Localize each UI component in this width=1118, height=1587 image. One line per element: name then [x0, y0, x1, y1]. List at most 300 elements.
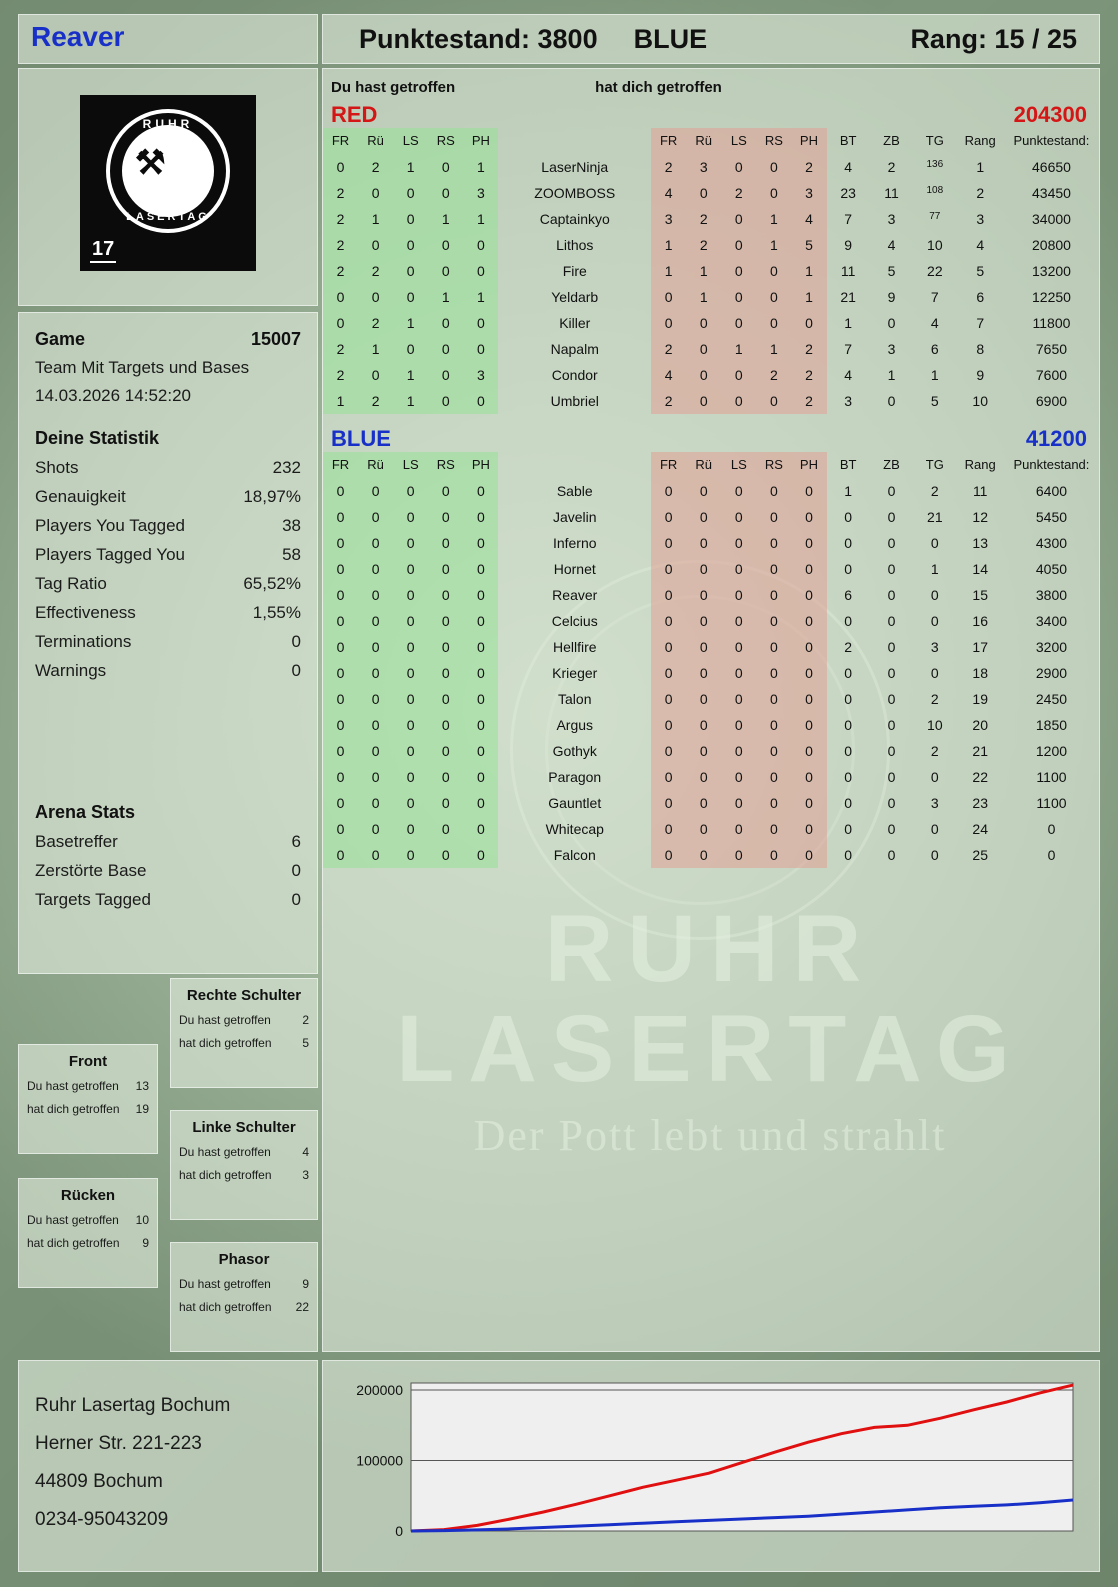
- cell-hit: 0: [393, 582, 428, 608]
- zone-hit-value: 2: [302, 1013, 309, 1027]
- cell-rank: 7: [976, 315, 985, 331]
- table-row[interactable]: [323, 608, 1099, 634]
- cell-hit: 0: [428, 388, 463, 414]
- stat-row: [35, 603, 301, 623]
- col-header-hit: Rü: [358, 128, 393, 154]
- cell-got: 0: [756, 582, 791, 608]
- cell-got: 0: [686, 816, 721, 842]
- zone-got-row: [179, 1036, 309, 1050]
- stat-value: 58: [282, 545, 301, 564]
- zone-hit-label: Du hast getroffen: [179, 1145, 271, 1159]
- cell-tg: 0: [930, 535, 939, 551]
- cell-rank: 20: [972, 717, 988, 733]
- cell-got: 0: [721, 258, 756, 284]
- cell-got: 0: [756, 154, 791, 180]
- cell-hit: 0: [393, 336, 428, 362]
- col-header-tg: TG: [925, 456, 944, 472]
- cell-got: 0: [686, 660, 721, 686]
- team-spacer: [323, 414, 1099, 424]
- cell-got: 3: [791, 180, 826, 206]
- cell-bt: 21: [840, 289, 856, 305]
- arena-value: 6: [291, 832, 301, 851]
- cell-hit: 1: [428, 284, 463, 310]
- cell-player-name: Umbriel: [550, 393, 599, 409]
- cell-got: 2: [791, 336, 826, 362]
- cell-hit: 0: [393, 556, 428, 582]
- cell-got: 0: [686, 388, 721, 414]
- col-header-got: PH: [791, 452, 826, 478]
- zone-hit-row: [27, 1079, 149, 1093]
- cell-bt: 0: [844, 691, 853, 707]
- cell-score: 0: [1047, 821, 1056, 837]
- arena-row: [35, 861, 301, 881]
- cell-hit: 0: [323, 478, 358, 504]
- zone-title: Rücken: [60, 1187, 116, 1204]
- zone-hit-label: Du hast getroffen: [179, 1277, 271, 1291]
- zone-got-label: hat dich getroffen: [27, 1236, 120, 1250]
- table-row[interactable]: [323, 258, 1099, 284]
- cell-hit: 0: [393, 764, 428, 790]
- cell-hit: 0: [428, 660, 463, 686]
- cell-hit: 0: [463, 608, 498, 634]
- cell-zb: 0: [887, 315, 896, 331]
- cell-hit: 1: [463, 154, 498, 180]
- cell-hit: 0: [323, 284, 358, 310]
- zone-front: [18, 1044, 158, 1154]
- col-header-rang: Rang: [964, 456, 996, 472]
- cell-got: 1: [686, 284, 721, 310]
- cell-hit: 0: [323, 556, 358, 582]
- zone-got-label: hat dich getroffen: [179, 1168, 272, 1182]
- cell-hit: 0: [463, 634, 498, 660]
- cell-player-name: Reaver: [552, 587, 598, 603]
- cell-got: 0: [651, 310, 686, 336]
- team-header: [323, 424, 1099, 452]
- col-header-name: [498, 128, 651, 154]
- cell-score: 13200: [1032, 263, 1071, 279]
- cell-hit: 0: [463, 258, 498, 284]
- cell-hit: 0: [323, 816, 358, 842]
- cell-player-name: Yeldarb: [551, 289, 599, 305]
- cell-hit: 1: [428, 206, 463, 232]
- cell-bt: 0: [844, 509, 853, 525]
- cell-score: 5450: [1035, 509, 1068, 525]
- stat-row: [35, 458, 301, 478]
- cell-hit: 0: [393, 530, 428, 556]
- cell-score: 1200: [1035, 743, 1068, 759]
- cell-got: 0: [686, 530, 721, 556]
- cell-player-name: Falcon: [553, 847, 596, 863]
- zone-hit-value: 4: [302, 1145, 309, 1159]
- cell-hit: 0: [323, 634, 358, 660]
- table-row[interactable]: [323, 764, 1099, 790]
- cell-hit: 0: [393, 232, 428, 258]
- cell-hit: 0: [358, 180, 393, 206]
- cell-got: 0: [756, 686, 791, 712]
- cell-got: 1: [651, 232, 686, 258]
- cell-hit: 0: [463, 790, 498, 816]
- cell-zb: 4: [887, 237, 896, 253]
- cell-got: 2: [651, 154, 686, 180]
- club-logo: [80, 95, 256, 271]
- cell-bt: 0: [844, 717, 853, 733]
- zone-got-value: 19: [135, 1102, 149, 1116]
- zone-got-value: 22: [295, 1300, 309, 1314]
- cell-player-name: Talon: [558, 691, 592, 707]
- arena-value: 0: [291, 861, 301, 880]
- cell-player-name: Celcius: [551, 613, 598, 629]
- cell-score: 3800: [1035, 587, 1068, 603]
- cell-hit: 0: [463, 712, 498, 738]
- spacer: [35, 690, 301, 800]
- cell-tg: 1: [930, 561, 939, 577]
- stat-row: [35, 516, 301, 536]
- cell-got: 0: [756, 284, 791, 310]
- team-score: 41200: [1025, 426, 1087, 451]
- cell-got: 0: [756, 608, 791, 634]
- cell-got: 0: [756, 478, 791, 504]
- game-mode: Team Mit Targets und Bases: [35, 358, 250, 377]
- arena-label: Basetreffer: [35, 832, 118, 851]
- cell-zb: 9: [887, 289, 896, 305]
- cell-hit: 0: [358, 634, 393, 660]
- cell-hit: 0: [358, 764, 393, 790]
- cell-hit: 2: [358, 154, 393, 180]
- cell-got: 0: [651, 816, 686, 842]
- stat-value: 0: [291, 632, 301, 651]
- cell-got: 3: [686, 154, 721, 180]
- cell-got: 1: [651, 258, 686, 284]
- stat-value: 232: [272, 458, 301, 477]
- cell-zb: 0: [887, 743, 896, 759]
- cell-got: 0: [651, 764, 686, 790]
- cell-got: 0: [791, 738, 826, 764]
- cell-got: 0: [791, 582, 826, 608]
- cell-got: 0: [721, 310, 756, 336]
- cell-hit: 0: [358, 790, 393, 816]
- arena-label: Zerstörte Base: [35, 861, 147, 880]
- cell-hit: 0: [463, 582, 498, 608]
- zone-hit-label: Du hast getroffen: [27, 1213, 119, 1227]
- cell-tg: 10: [927, 237, 943, 253]
- cell-got: 0: [651, 504, 686, 530]
- cell-hit: 0: [428, 790, 463, 816]
- cell-hit: 0: [323, 842, 358, 868]
- logo-top-text: RUHR: [142, 117, 194, 131]
- cell-bt: 0: [844, 535, 853, 551]
- crossed-hammers-icon: ⚒: [135, 144, 166, 182]
- cell-got: 0: [721, 206, 756, 232]
- cell-got: 0: [791, 816, 826, 842]
- cell-hit: 0: [428, 764, 463, 790]
- cell-hit: 1: [323, 388, 358, 414]
- cell-hit: 1: [463, 284, 498, 310]
- cell-bt: 3: [844, 393, 853, 409]
- cell-got: 0: [756, 556, 791, 582]
- cell-got: 1: [756, 206, 791, 232]
- cell-hit: 0: [393, 738, 428, 764]
- cell-got: 0: [791, 790, 826, 816]
- col-header-tg: TG: [925, 132, 944, 148]
- cell-got: 0: [756, 764, 791, 790]
- cell-zb: 0: [887, 821, 896, 837]
- cell-got: 0: [721, 660, 756, 686]
- cell-score: 3200: [1035, 639, 1068, 655]
- cell-got: 0: [756, 388, 791, 414]
- table-row[interactable]: [323, 180, 1099, 206]
- cell-player-name: Napalm: [550, 341, 599, 357]
- cell-hit: 0: [428, 738, 463, 764]
- cell-hit: 1: [358, 206, 393, 232]
- cell-got: 0: [651, 634, 686, 660]
- cell-tg: 1: [930, 367, 939, 383]
- cell-hit: 0: [393, 842, 428, 868]
- cell-hit: 2: [323, 336, 358, 362]
- cell-score: 1850: [1035, 717, 1068, 733]
- col-header-got: RS: [756, 128, 791, 154]
- cell-player-name: Gothyk: [552, 743, 597, 759]
- table-row[interactable]: [323, 842, 1099, 868]
- cell-hit: 0: [323, 790, 358, 816]
- col-header-hit: LS: [393, 452, 428, 478]
- cell-hit: 0: [428, 180, 463, 206]
- cell-hit: 0: [393, 206, 428, 232]
- table-row[interactable]: [323, 478, 1099, 504]
- cell-zb: 0: [887, 509, 896, 525]
- cell-hit: 0: [323, 660, 358, 686]
- cell-hit: 2: [323, 362, 358, 388]
- cell-tg: 7: [930, 289, 939, 305]
- cell-score: 4300: [1035, 535, 1068, 551]
- cell-got: 0: [721, 388, 756, 414]
- team-stats-table: [323, 128, 1099, 414]
- cell-got: 0: [721, 284, 756, 310]
- cell-tg: 136: [926, 158, 944, 170]
- col-header-hit: Rü: [358, 452, 393, 478]
- col-header-hit: FR: [323, 452, 358, 478]
- stat-value: 38: [282, 516, 301, 535]
- table-row[interactable]: [323, 388, 1099, 414]
- cell-hit: 0: [358, 284, 393, 310]
- col-header-hit: PH: [463, 452, 498, 478]
- cell-bt: 0: [844, 613, 853, 629]
- cell-got: 0: [721, 738, 756, 764]
- cell-got: 0: [756, 660, 791, 686]
- zone-got-label: hat dich getroffen: [179, 1300, 272, 1314]
- cell-got: 0: [721, 842, 756, 868]
- cell-got: 0: [721, 608, 756, 634]
- cell-hit: 0: [428, 556, 463, 582]
- cell-hit: 0: [358, 686, 393, 712]
- player-rank: Rang: 15 / 25: [910, 23, 1077, 54]
- cell-score: 2450: [1035, 691, 1068, 707]
- cell-hit: 0: [393, 284, 428, 310]
- table-row[interactable]: [323, 232, 1099, 258]
- col-header-name: [498, 452, 651, 478]
- cell-player-name: Hornet: [553, 561, 596, 577]
- cell-hit: 0: [358, 362, 393, 388]
- cell-hit: 0: [463, 336, 498, 362]
- cell-player-name: Paragon: [548, 769, 602, 785]
- cell-tg: 2: [930, 743, 939, 759]
- zone-hit-row: [179, 1145, 309, 1159]
- cell-hit: 0: [393, 712, 428, 738]
- stat-label: Tag Ratio: [35, 574, 107, 593]
- table-row[interactable]: [323, 634, 1099, 660]
- cell-got: 0: [721, 154, 756, 180]
- cell-bt: 0: [844, 821, 853, 837]
- cell-hit: 1: [393, 388, 428, 414]
- cell-rank: 21: [972, 743, 988, 759]
- table-row[interactable]: [323, 284, 1099, 310]
- cell-bt: 2: [844, 639, 853, 655]
- table-row[interactable]: [323, 206, 1099, 232]
- zone-got-row: [179, 1168, 309, 1182]
- table-row[interactable]: [323, 530, 1099, 556]
- cell-got: 0: [686, 686, 721, 712]
- cell-got: 0: [686, 310, 721, 336]
- table-row[interactable]: [323, 556, 1099, 582]
- cell-rank: 19: [972, 691, 988, 707]
- cell-tg: 0: [930, 665, 939, 681]
- col-header-hit: PH: [463, 128, 498, 154]
- arena-row: [35, 890, 301, 910]
- cell-hit: 0: [428, 258, 463, 284]
- stat-row: [35, 632, 301, 652]
- col-header-got: Rü: [686, 452, 721, 478]
- cell-rank: 5: [976, 263, 985, 279]
- table-row[interactable]: [323, 362, 1099, 388]
- cell-zb: 1: [887, 367, 896, 383]
- cell-hit: 1: [463, 206, 498, 232]
- zone-hit-label: Du hast getroffen: [179, 1013, 271, 1027]
- col-header-rang: Rang: [964, 132, 996, 148]
- game-header: [35, 329, 301, 350]
- cell-hit: 0: [358, 530, 393, 556]
- cell-hit: 0: [428, 530, 463, 556]
- cell-zb: 0: [887, 639, 896, 655]
- cell-zb: 11: [884, 185, 899, 201]
- table-row[interactable]: [323, 816, 1099, 842]
- player-score: Punktestand: 3800: [359, 23, 598, 54]
- teams-container: [323, 100, 1099, 868]
- cell-hit: 0: [393, 660, 428, 686]
- zone-hit-value: 13: [135, 1079, 149, 1093]
- cell-zb: 0: [887, 769, 896, 785]
- cell-got: 0: [791, 764, 826, 790]
- cell-bt: 0: [844, 743, 853, 759]
- table-row[interactable]: [323, 686, 1099, 712]
- chart-ytick-label: 100000: [356, 1452, 403, 1469]
- cell-hit: 0: [358, 712, 393, 738]
- zone-hit-row: [179, 1013, 309, 1027]
- cell-got: 1: [756, 336, 791, 362]
- table-row[interactable]: [323, 154, 1099, 180]
- zone-got-label: hat dich getroffen: [27, 1102, 120, 1116]
- cell-player-name: Hellfire: [552, 639, 597, 655]
- table-row[interactable]: [323, 310, 1099, 336]
- cell-rank: 15: [972, 587, 988, 603]
- cell-got: 0: [756, 258, 791, 284]
- chart-area: [333, 1371, 1089, 1561]
- table-row[interactable]: [323, 336, 1099, 362]
- cell-got: 0: [686, 504, 721, 530]
- cell-hit: 0: [323, 712, 358, 738]
- cell-got: 0: [651, 660, 686, 686]
- cell-got: 2: [791, 362, 826, 388]
- cell-bt: 0: [844, 847, 853, 863]
- chart-svg: [333, 1371, 1091, 1563]
- cell-score: 4050: [1035, 561, 1068, 577]
- cell-hit: 0: [393, 686, 428, 712]
- cell-zb: 0: [887, 613, 896, 629]
- table-row[interactable]: [323, 582, 1099, 608]
- cell-zb: 0: [887, 393, 896, 409]
- cell-rank: 11: [972, 483, 988, 499]
- arena-value: 0: [291, 890, 301, 909]
- cell-hit: 0: [463, 738, 498, 764]
- table-row[interactable]: [323, 712, 1099, 738]
- cell-got: 0: [651, 582, 686, 608]
- cell-player-name: Fire: [562, 263, 587, 279]
- table-row[interactable]: [323, 738, 1099, 764]
- cell-score: 1100: [1036, 795, 1067, 811]
- cell-got: 2: [756, 362, 791, 388]
- cell-bt: 4: [844, 367, 853, 383]
- cell-got: 1: [686, 258, 721, 284]
- zone-phasor: [170, 1242, 318, 1352]
- cell-hit: 2: [323, 258, 358, 284]
- cell-zb: 0: [887, 535, 896, 551]
- col-header-got: RS: [756, 452, 791, 478]
- game-id: 15007: [250, 329, 301, 349]
- cell-zb: 0: [887, 665, 896, 681]
- stat-row: [35, 545, 301, 565]
- score-progress-chart: [322, 1360, 1100, 1572]
- cell-tg: 0: [930, 847, 939, 863]
- table-row[interactable]: [323, 790, 1099, 816]
- cell-hit: 1: [393, 310, 428, 336]
- col-header-hit: RS: [428, 452, 463, 478]
- cell-hit: 0: [428, 608, 463, 634]
- cell-got: 0: [756, 180, 791, 206]
- cell-hit: 0: [428, 362, 463, 388]
- cell-rank: 13: [972, 535, 988, 551]
- cell-hit: 0: [428, 310, 463, 336]
- cell-got: 0: [686, 738, 721, 764]
- cell-got: 0: [756, 790, 791, 816]
- table-row[interactable]: [323, 504, 1099, 530]
- cell-rank: 24: [972, 821, 988, 837]
- cell-zb: 3: [887, 211, 896, 227]
- cell-got: 2: [791, 154, 826, 180]
- game-label: Game: [35, 329, 86, 349]
- table-row[interactable]: [323, 660, 1099, 686]
- cell-got: 4: [651, 362, 686, 388]
- cell-hit: 0: [358, 660, 393, 686]
- col-header-hit: RS: [428, 128, 463, 154]
- cell-got: 0: [651, 712, 686, 738]
- cell-got: 0: [651, 284, 686, 310]
- cell-got: 0: [791, 504, 826, 530]
- cell-rank: 18: [972, 665, 988, 681]
- cell-hit: 0: [358, 232, 393, 258]
- cell-hit: 0: [323, 738, 358, 764]
- cell-hit: 0: [428, 686, 463, 712]
- team-score: 204300: [1013, 102, 1087, 127]
- cell-rank: 9: [976, 367, 985, 383]
- cell-hit: 0: [428, 336, 463, 362]
